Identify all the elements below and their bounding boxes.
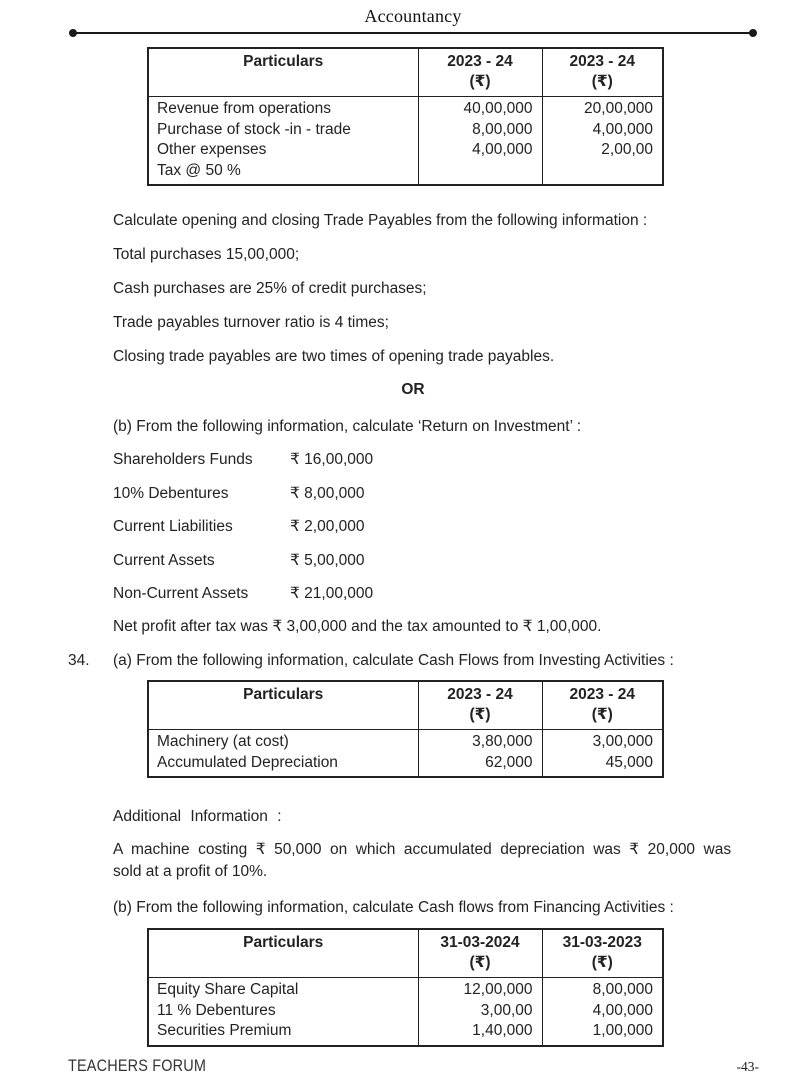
- q33-info-turnover-ratio: Trade payables turnover ratio is 4 times;: [113, 314, 389, 331]
- currency-label: (₹): [469, 73, 491, 90]
- q33-net-profit-note: Net profit after tax was ₹ 3,00,000 and the tax amounted to ₹ 1,00,000.: [113, 618, 602, 635]
- row-value: 3,80,000: [472, 733, 533, 750]
- column-header-particulars: [148, 929, 418, 978]
- currency-label: (₹): [469, 954, 491, 971]
- question-number: 34.: [68, 652, 90, 669]
- row-value: 40,00,000: [463, 100, 533, 117]
- particulars-cell: [148, 730, 418, 778]
- row-value: 1,00,000: [592, 1022, 653, 1039]
- row-value: 8,00,000: [472, 120, 533, 138]
- roi-item-current-assets: [113, 550, 758, 571]
- item-value: ₹ 21,00,000: [290, 585, 374, 602]
- page-footer: [68, 1056, 759, 1076]
- header-rule: [69, 29, 757, 37]
- row-value: 8,00,000: [592, 981, 653, 998]
- row-value: 45,000: [605, 753, 653, 771]
- date2-values-cell: [542, 978, 663, 1046]
- year2-values-cell: [542, 97, 663, 186]
- column-header-label: 2023 - 24: [569, 686, 635, 703]
- page-title: Accountancy: [364, 6, 462, 26]
- q34-part-b-intro: (b) From the following information, calculate Cash flows from Financing Activities :: [113, 899, 674, 916]
- currency-label: (₹): [591, 954, 613, 971]
- column-header-date2: [542, 929, 663, 978]
- q33-info-total-purchases: Total purchases 15,00,000;: [113, 246, 300, 263]
- year1-values-cell: [418, 730, 542, 778]
- additional-info-line1: A machine costing ₹ 50,000 on which accumulated depreciation was ₹ 20,000 was: [113, 841, 732, 858]
- q33-info-closing-payables: Closing trade payables are two times of opening trade payables.: [113, 348, 555, 365]
- row-value: 2,00,00: [601, 141, 653, 158]
- row-value: 12,00,000: [463, 981, 533, 998]
- or-separator: OR: [401, 381, 425, 398]
- row-value: 20,00,000: [584, 100, 653, 117]
- row-label: Machinery (at cost): [157, 733, 289, 750]
- table-header-row: [148, 929, 663, 978]
- additional-info-line2: sold at a profit of 10%.: [113, 862, 268, 880]
- item-label: Current Liabilities: [113, 518, 233, 535]
- page-number: -43-: [736, 1059, 759, 1074]
- column-header-label: 2023 - 24: [447, 686, 513, 703]
- item-value: ₹ 16,00,000: [290, 451, 374, 468]
- item-label: 10% Debentures: [113, 484, 229, 502]
- particulars-cell: [148, 97, 418, 186]
- table-header-row: [148, 48, 663, 97]
- column-header-particulars: [148, 681, 418, 730]
- q34-financing-table: [147, 928, 664, 1047]
- column-header-label: 2023 - 24: [447, 53, 513, 70]
- row-value: 3,00,00: [480, 1001, 533, 1019]
- page-content: [0, 47, 800, 1047]
- row-label: Purchase of stock -in - trade: [157, 120, 351, 138]
- table-header-row: [148, 681, 663, 730]
- column-header-label: Particulars: [243, 53, 324, 70]
- additional-info-heading: Additional Information :: [113, 808, 282, 825]
- q33-part-b-intro: (b) From the following information, calculate ‘Return on Investment’ :: [113, 417, 582, 435]
- column-header-label: 31-03-2024: [440, 934, 520, 951]
- row-value: 4,00,000: [592, 120, 653, 138]
- currency-label: (₹): [469, 706, 491, 723]
- row-label: Tax @ 50 %: [157, 161, 241, 179]
- q33-info-cash-purchases: Cash purchases are 25% of credit purchases;: [113, 280, 427, 297]
- row-value: 4,00,000: [592, 1001, 653, 1019]
- column-header-year2: [542, 681, 663, 730]
- column-header-date1: [418, 929, 542, 978]
- q33-statement-table: [147, 47, 664, 186]
- table-body-row: [148, 978, 663, 1046]
- rule-dot-right-icon: [749, 29, 757, 37]
- currency-label: (₹): [591, 706, 613, 723]
- roi-item-debentures: [113, 483, 758, 504]
- item-label: Shareholders Funds: [113, 451, 253, 468]
- q34-heading-row: [68, 650, 758, 671]
- roi-item-shareholders-funds: [113, 449, 758, 470]
- row-label: Accumulated Depreciation: [157, 753, 338, 771]
- row-label: 11 % Debentures: [157, 1001, 276, 1019]
- q34-part-a-intro: (a) From the following information, calculate Cash Flows from Investing Activities :: [113, 652, 674, 669]
- table-body-row: [148, 97, 663, 186]
- row-value: 4,00,000: [472, 141, 533, 158]
- roi-item-current-liabilities: [113, 516, 758, 537]
- date1-values-cell: [418, 978, 542, 1046]
- page-header: [0, 0, 800, 37]
- rule-line: [73, 32, 753, 34]
- item-label: Non-Current Assets: [113, 585, 249, 602]
- row-value: 3,00,000: [592, 733, 653, 750]
- column-header-year2: [542, 48, 663, 97]
- footer-publisher: TEACHERS FORUM: [68, 1056, 207, 1075]
- column-header-year1: [418, 48, 542, 97]
- column-header-label: 2023 - 24: [569, 53, 635, 70]
- additional-info-text: [113, 839, 758, 882]
- table-body-row: [148, 730, 663, 778]
- year2-values-cell: [542, 730, 663, 778]
- column-header-particulars: [148, 48, 418, 97]
- row-label: Other expenses: [157, 141, 267, 158]
- currency-label: (₹): [591, 73, 613, 90]
- column-header-label: Particulars: [243, 686, 324, 703]
- column-header-label: Particulars: [243, 934, 324, 951]
- row-label: Securities Premium: [157, 1022, 292, 1039]
- item-label: Current Assets: [113, 551, 215, 569]
- year1-values-cell: [418, 97, 542, 186]
- item-value: ₹ 2,00,000: [290, 518, 365, 535]
- item-value: ₹ 8,00,000: [290, 484, 365, 502]
- q33-instruction: Calculate opening and closing Trade Payables from the following information :: [113, 212, 648, 229]
- row-label: Equity Share Capital: [157, 981, 299, 998]
- item-value: ₹ 5,00,000: [290, 551, 365, 569]
- particulars-cell: [148, 978, 418, 1046]
- row-label: Revenue from operations: [157, 100, 332, 117]
- row-value: 62,000: [485, 753, 533, 771]
- roi-item-non-current-assets: [113, 583, 758, 604]
- column-header-year1: [418, 681, 542, 730]
- column-header-label: 31-03-2023: [562, 934, 642, 951]
- row-value: 1,40,000: [472, 1022, 533, 1039]
- q34-investing-table: [147, 680, 664, 778]
